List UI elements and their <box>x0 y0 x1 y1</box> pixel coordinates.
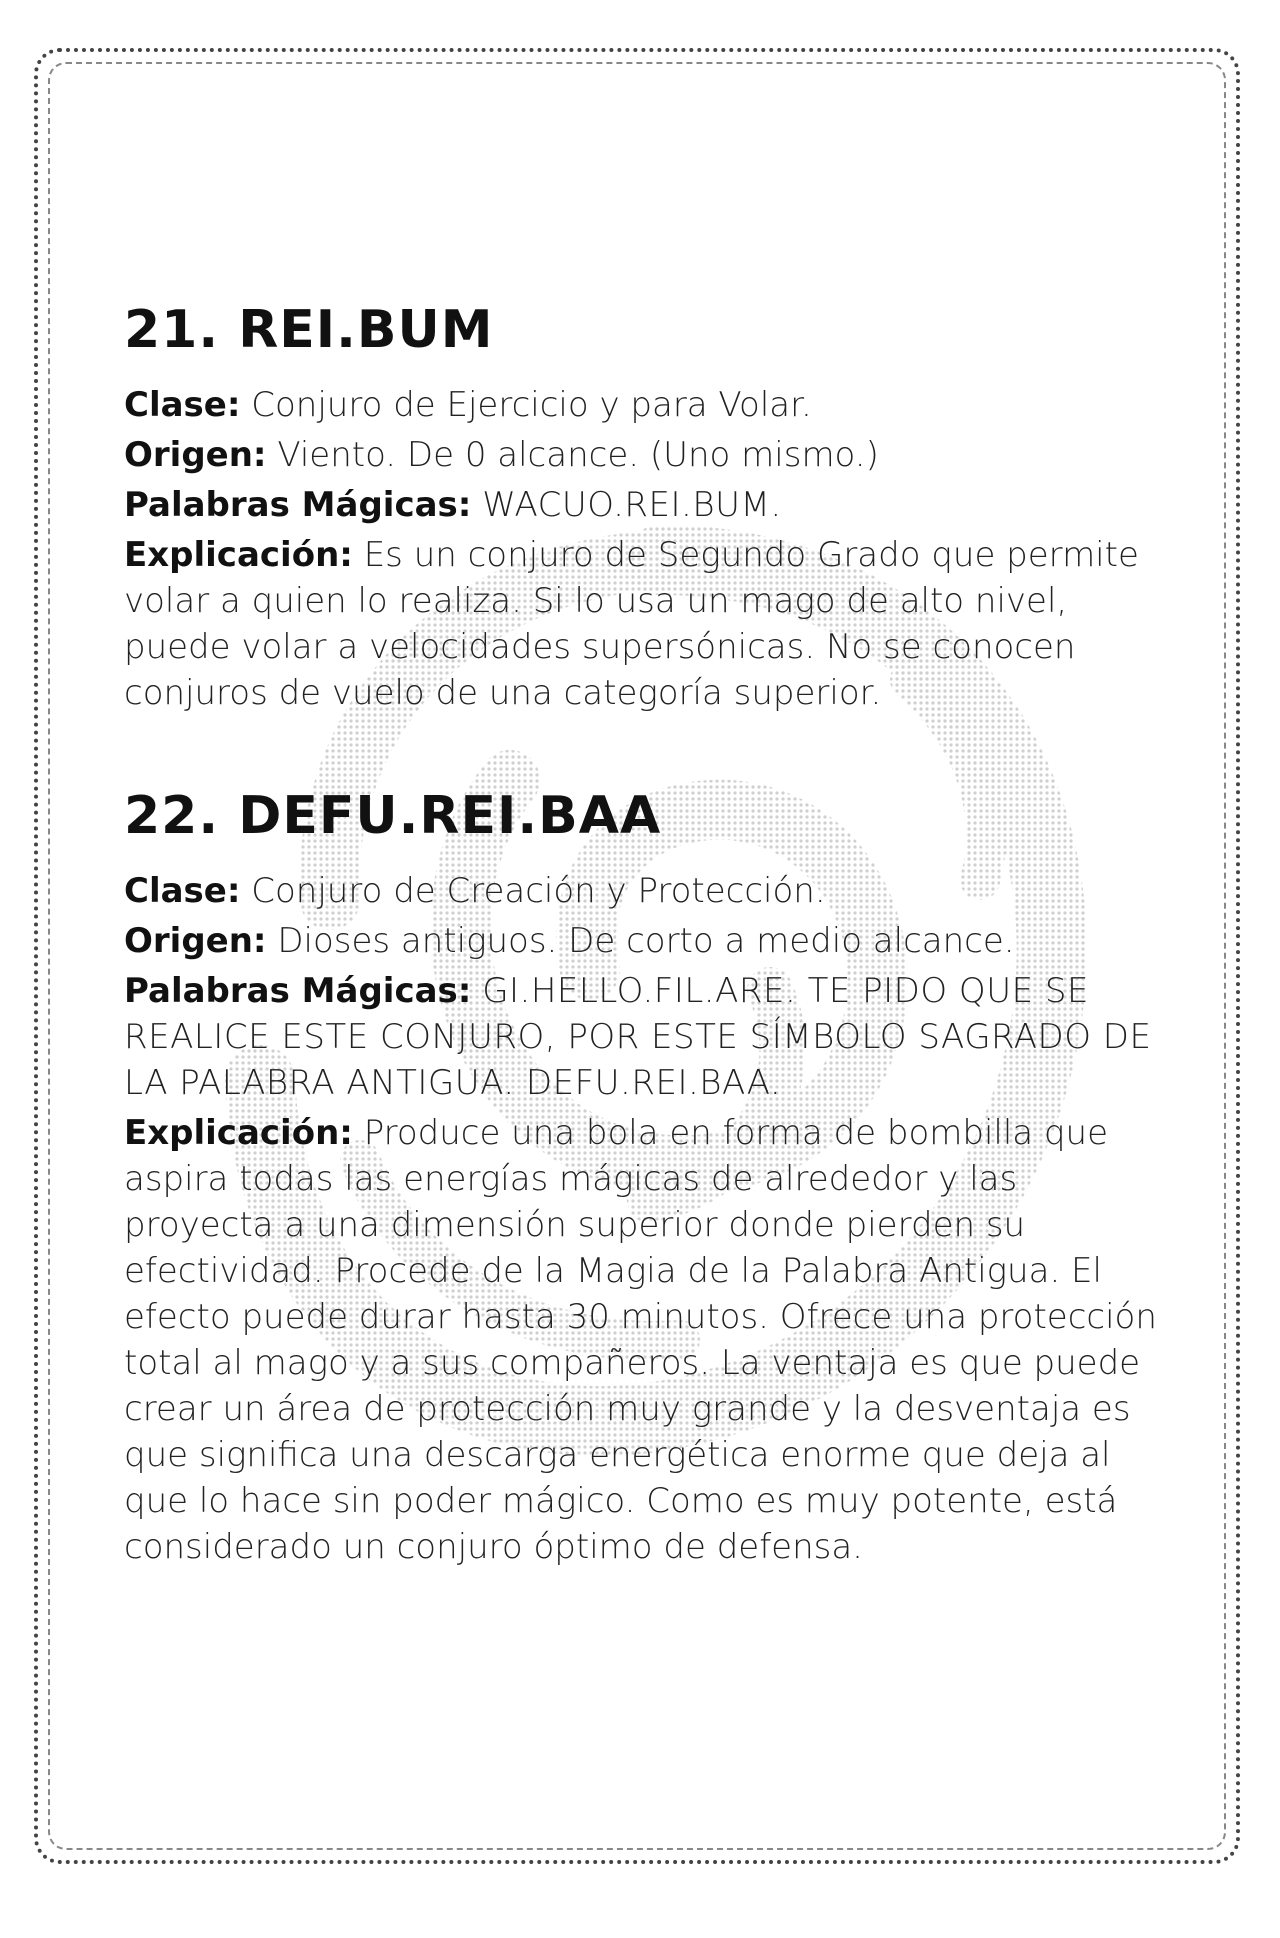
explicacion-value: Produce una bola en forma de bombilla que aspira todas las energías mágicas de alrededor y las proyecta a una dimensión superior donde pierden su efectividad. Procede de la Magia de la Palabra Antigua. El efecto puede durar hasta 30 minutos. Ofrece una protección total al mago y a sus compañeros. La ventaja es que puede crear un área de protección muy grande y la desventaja es que significa una descarga energética enorme que deja al que lo hace sin poder mágico. Como es muy potente, está considerado un conjuro óptimo de defensa. <box>124 1113 1157 1567</box>
clase-value: Conjuro de Creación y Protección. <box>251 871 826 911</box>
explicacion-label: Explicación: <box>124 535 353 575</box>
spell-title: 21. REI.BUM <box>124 300 494 360</box>
spell-entry-21 <box>124 300 1164 716</box>
clase-label: Clase: <box>124 385 241 425</box>
clase-label: Clase: <box>124 871 241 911</box>
palabras-value: GI.HELLO.FIL.ARE. TE PIDO QUE SE REALICE ESTE CONJURO, POR ESTE SÍMBOLO SAGRADO DE LA PALABRA ANTIGUA. DEFU.REI.BAA. <box>124 971 1152 1103</box>
spell-origen <box>124 432 1164 478</box>
origen-value: Viento. De 0 alcance. (Uno mismo.) <box>277 435 879 475</box>
clase-value: Conjuro de Ejercicio y para Volar. <box>251 385 812 425</box>
explicacion-label: Explicación: <box>124 1113 353 1153</box>
origen-value: Dioses antiguos. De corto a medio alcance. <box>277 921 1015 961</box>
spell-clase <box>124 382 1164 428</box>
spell-list <box>124 300 1164 1640</box>
spell-origen <box>124 918 1164 964</box>
origen-label: Origen: <box>124 921 267 961</box>
spell-title: 22. DEFU.REI.BAA <box>124 786 662 846</box>
spell-explicacion <box>124 1110 1164 1570</box>
explicacion-value: Es un conjuro de Segundo Grado que permite volar a quien lo realiza. Si lo usa un mago de alto nivel, puede volar a velocidades supersónicas. No se conocen conjuros de vuelo de una categoría superior. <box>124 535 1139 713</box>
spell-entry-22 <box>124 786 1164 1570</box>
origen-label: Origen: <box>124 435 267 475</box>
palabras-value: WACUO.REI.BUM. <box>482 485 782 525</box>
palabras-label: Palabras Mágicas: <box>124 485 472 525</box>
spell-explicacion <box>124 532 1164 716</box>
palabras-label: Palabras Mágicas: <box>124 971 472 1011</box>
spell-palabras <box>124 968 1164 1106</box>
spell-clase <box>124 868 1164 914</box>
spell-palabras <box>124 482 1164 528</box>
